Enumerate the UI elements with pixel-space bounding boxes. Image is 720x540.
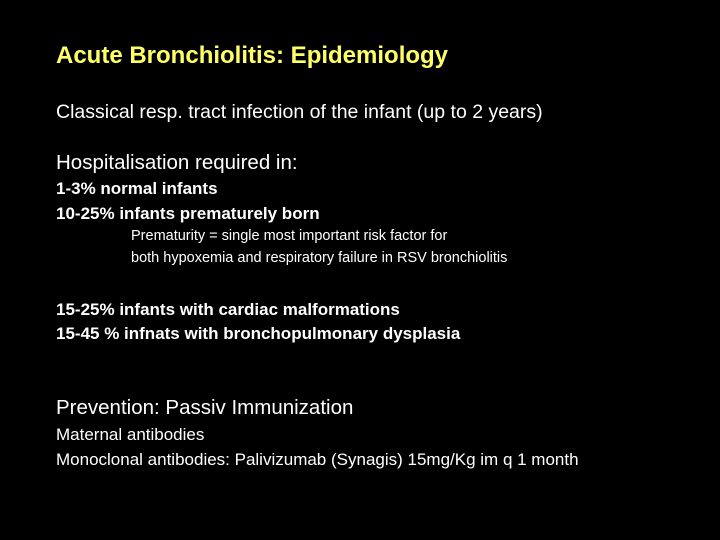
prematurity-note-line-1: Prematurity = single most important risk factor for — [131, 228, 448, 244]
prevention-item-monoclonal: Monoclonal antibodies: Palivizumab (Synagis) 15mg/Kg im q 1 month — [56, 450, 579, 469]
hospitalisation-item-cardiac: 15-25% infants with cardiac malformations — [56, 300, 400, 319]
hospitalisation-heading: Hospitalisation required in: — [56, 151, 298, 174]
prevention-heading: Prevention: Passiv Immunization — [56, 396, 354, 419]
slide-subtitle: Classical resp. tract infection of the infant (up to 2 years) — [56, 101, 543, 123]
prematurity-note-line-2: both hypoxemia and respiratory failure in RSV bronchiolitis — [131, 250, 508, 266]
hospitalisation-item-premature: 10-25% infants prematurely born — [56, 204, 320, 223]
slide-title: Acute Bronchiolitis: Epidemiology — [56, 42, 449, 69]
hospitalisation-item-bpd: 15-45 % infnats with bronchopulmonary dysplasia — [56, 324, 461, 343]
prevention-item-maternal: Maternal antibodies — [56, 425, 205, 444]
hospitalisation-item-normal: 1-3% normal infants — [56, 179, 218, 198]
